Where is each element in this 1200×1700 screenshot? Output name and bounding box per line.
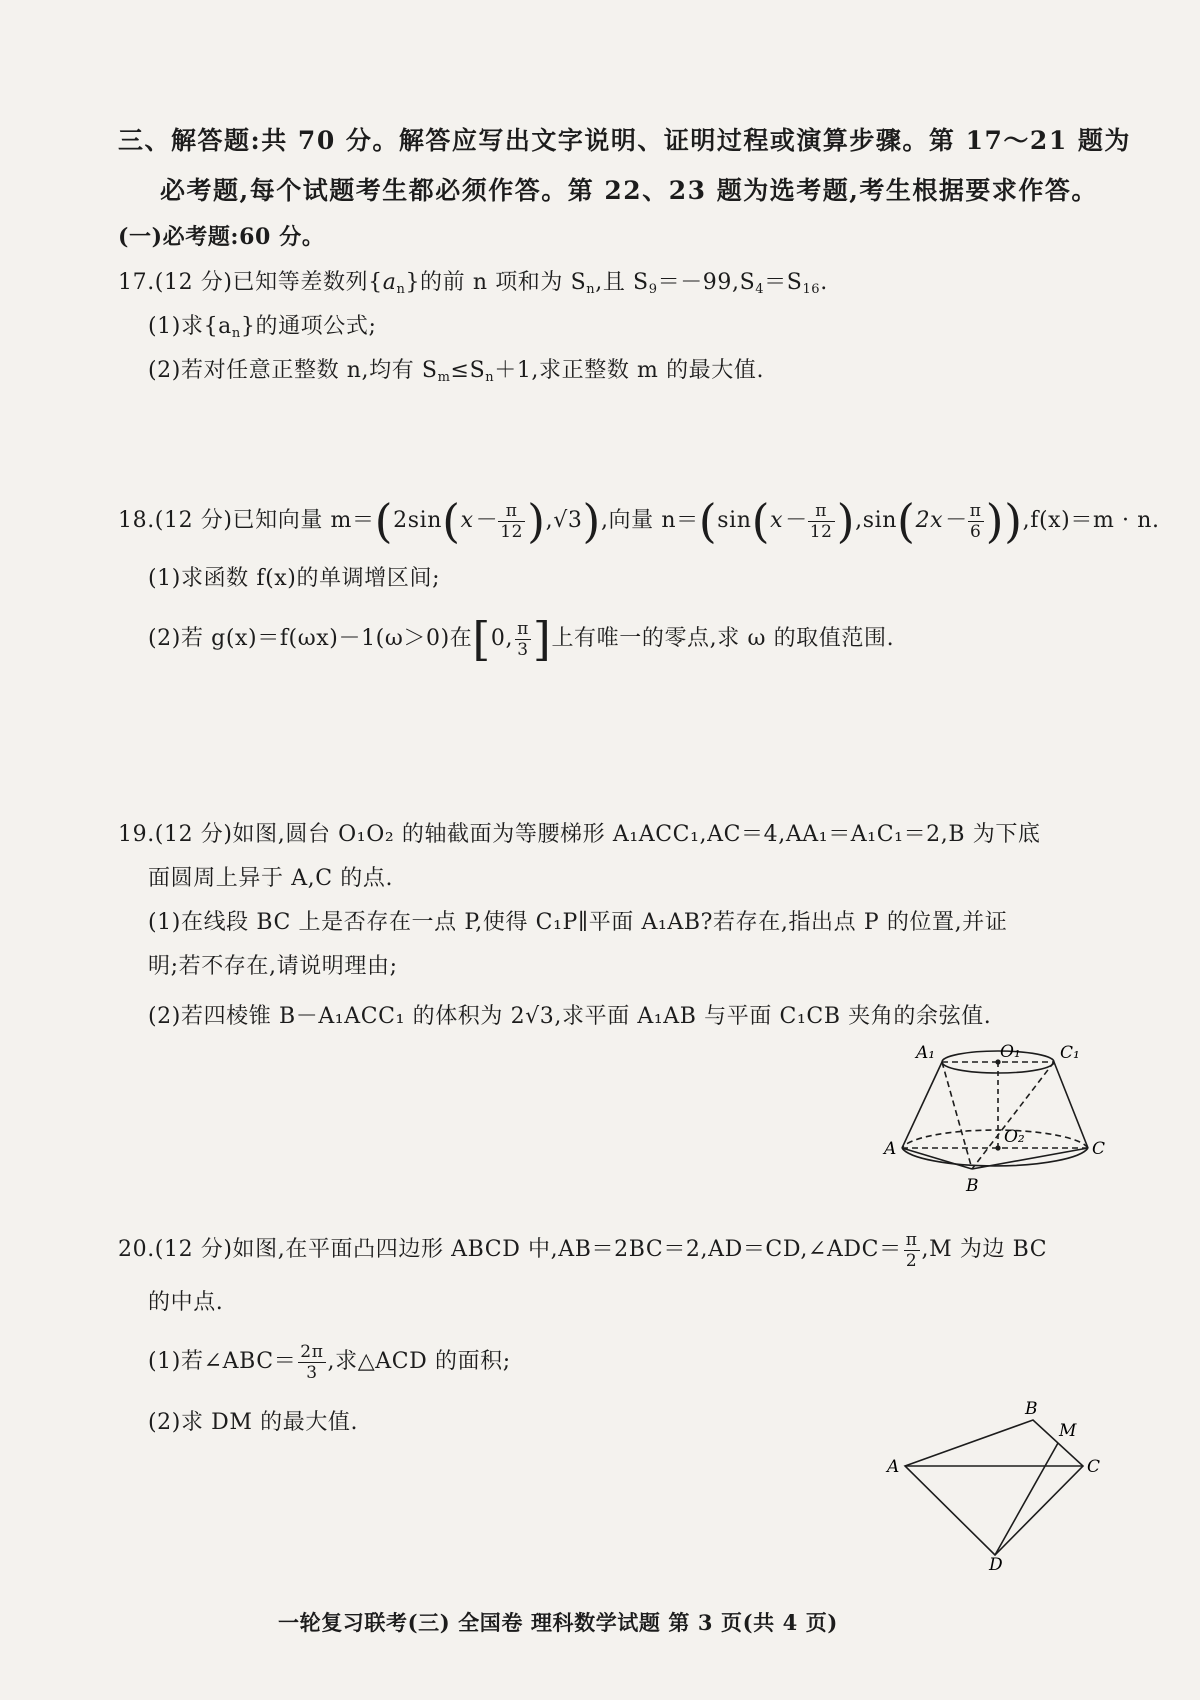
q17-text-a: 已知等差数列{ [232,270,383,295]
paren-open: ( [897,494,916,548]
paren-open: ( [374,494,394,548]
q17-var-a: a [382,270,397,295]
fraction-pi-2 [904,1230,920,1271]
q17-part2-sub2: n [485,370,495,385]
fraction-pi-12 [808,501,835,542]
point-o2 [995,1145,1000,1150]
paren-open: ( [751,494,771,548]
q17-sub-e: 16 [802,282,821,297]
q20-part2: (2)求 DM 的最大值. [148,1410,359,1435]
q18-m-sin: 2sin [393,508,443,533]
q17-text-f: . [820,270,828,295]
q19-part2: (2)若四棱锥 B－A₁ACC₁ 的体积为 2√3,求平面 A₁AB 与平面 C₁CB 夹角的余弦值. [148,1004,992,1029]
label-a: A [884,1139,897,1159]
bracket-open: [ [472,612,491,666]
line-ab [902,1148,972,1169]
q18-part1: (1)求函数 f(x)的单调增区间; [148,566,441,591]
frac-den: 3 [517,639,529,660]
frac-num: π [517,618,529,639]
frac-den: 6 [969,521,982,542]
label-c: C [1087,1457,1101,1477]
segment-dm [995,1443,1058,1555]
line-bc [972,1148,1088,1169]
fraction-pi-6 [968,501,984,542]
q18-text-b: ,向量 n＝ [600,508,699,533]
label-c: C [1092,1139,1106,1159]
line-c1b [972,1062,1054,1169]
frac-num: 2π [300,1341,324,1362]
sub-heading: (一)必考题:60 分。 [118,224,325,250]
q17-part1-sub: n [231,326,241,341]
page-footer: 一轮复习联考(三) 全国卷 理科数学试题 第 3 页(共 4 页) [278,1610,838,1635]
frac-den: 3 [306,1362,318,1383]
q18-n-x: x－ [770,508,806,533]
label-o2: O₂ [1004,1127,1025,1147]
q18-n-sin2: ,sin [855,508,898,533]
q20-line1 [118,1226,1047,1274]
q17-sub-b: n [586,282,596,297]
section-title-line2: 必考题,每个试题考生都必须作答。第 22、23 题为选考题,考生根据要求作答。 [160,176,1098,205]
frac-den: 12 [809,521,833,542]
q20-text-a: 如图,在平面凸四边形 ABCD 中,AB＝2BC＝2,AD＝CD,∠ADC＝ [232,1237,902,1262]
q18-number: 18.(12 分) [118,508,233,533]
q18-n-sin: sin [717,508,752,533]
frac-num: π [808,501,835,522]
q20-part1-b: ,求△ACD 的面积; [327,1349,511,1374]
q20-line2: 的中点. [148,1290,224,1315]
paren-close: ) [582,494,601,548]
paren-open: ( [442,494,461,548]
q17-number: 17.(12 分) [118,270,233,295]
fraction-pi-3 [515,619,531,660]
frac-den: 2 [905,1250,918,1271]
q17-text-c: ,且 S [595,270,649,295]
q18-interval: 0, [490,626,514,651]
frac-num: π [498,501,525,522]
q17-part2-a: (2)若对任意正整数 n,均有 S [148,358,438,383]
q18-text-a: 已知向量 m＝ [232,508,375,533]
quadrilateral-figure [885,1400,1115,1570]
q18-n-2x: 2x－ [915,508,966,533]
q17-part2 [148,356,764,393]
fraction-2pi-3 [298,1342,325,1383]
bracket-close: ] [532,612,552,666]
frustum-figure [880,1040,1130,1205]
line-a1b [942,1062,972,1169]
fraction-pi-12 [498,501,525,542]
q18-text-c: ,f(x)＝m · n. [1022,508,1160,533]
label-c1: C₁ [1060,1043,1080,1063]
label-m: M [1059,1421,1077,1441]
paren-close: ) [1004,494,1023,548]
q18-intro [118,496,1160,546]
q17-text-b: }的前 n 项和为 S [405,270,587,295]
label-b: B [966,1176,979,1196]
q19-line1 [118,820,1041,850]
q19-text: 如图,圆台 O₁O₂ 的轴截面为等腰梯形 A₁ACC₁,AC＝4,AA₁＝A₁C₁＝2,B 为下底 [232,822,1041,847]
q20-part1-a: (1)若∠ABC＝ [148,1349,297,1374]
q18-m-sqrt3: ,√3 [545,508,583,533]
q17-text-d: ＝－99,S [657,270,756,295]
q18-part2-a: (2)若 g(x)＝f(ωx)－1(ω＞0)在 [148,626,473,651]
q17-sub-c: 9 [648,282,658,297]
q17-part1 [148,312,377,349]
paren-open: ( [698,494,718,548]
q17-part2-c: ＋1,求正整数 m 的最大值. [494,358,765,383]
q19-line2: 面圆周上异于 A,C 的点. [148,866,394,891]
label-d: D [989,1555,1003,1570]
q18-part2-b: 上有唯一的零点,求 ω 的取值范围. [551,626,895,651]
label-o1: O₁ [1000,1042,1021,1062]
q17-part2-sub1: m [437,370,451,385]
paren-close: ) [985,494,1005,548]
q17-text-e: ＝S [764,270,803,295]
label-b: B [1025,1400,1038,1419]
paren-close: ) [527,494,546,548]
q19-part1-line2: 明;若不存在,请说明理由; [148,954,398,979]
q17-sub-a: n [396,282,406,297]
q20-part1 [148,1338,511,1386]
q17-part1-end: }的通项公式; [240,314,377,339]
q18-m-x: x－ [460,508,497,533]
frac-num: π [969,500,982,521]
q17-intro [118,268,828,305]
q18-part2 [148,614,894,664]
quad-abcd [905,1420,1083,1555]
q20-number: 20.(12 分) [118,1237,233,1262]
q17-sub-d: 4 [755,282,765,297]
section-title-line1: 三、解答题:共 70 分。解答应写出文字说明、证明过程或演算步骤。第 17～21 题为 [118,126,1131,155]
q19-part1-line1: (1)在线段 BC 上是否存在一点 P,使得 C₁P∥平面 A₁AB?若存在,指出点 P 的位置,并证 [148,910,1008,935]
paren-close: ) [836,494,856,548]
frac-den: 12 [500,521,524,542]
q19-number: 19.(12 分) [118,822,233,847]
q17-part1-text: (1)求{a [148,314,232,339]
q17-part2-b: ≤S [450,358,486,383]
bottom-circle-back [902,1130,1088,1148]
label-a1: A₁ [916,1043,936,1063]
frac-num: π [905,1229,918,1250]
q20-text-b: ,M 为边 BC [921,1237,1048,1262]
label-a: A [887,1457,900,1477]
